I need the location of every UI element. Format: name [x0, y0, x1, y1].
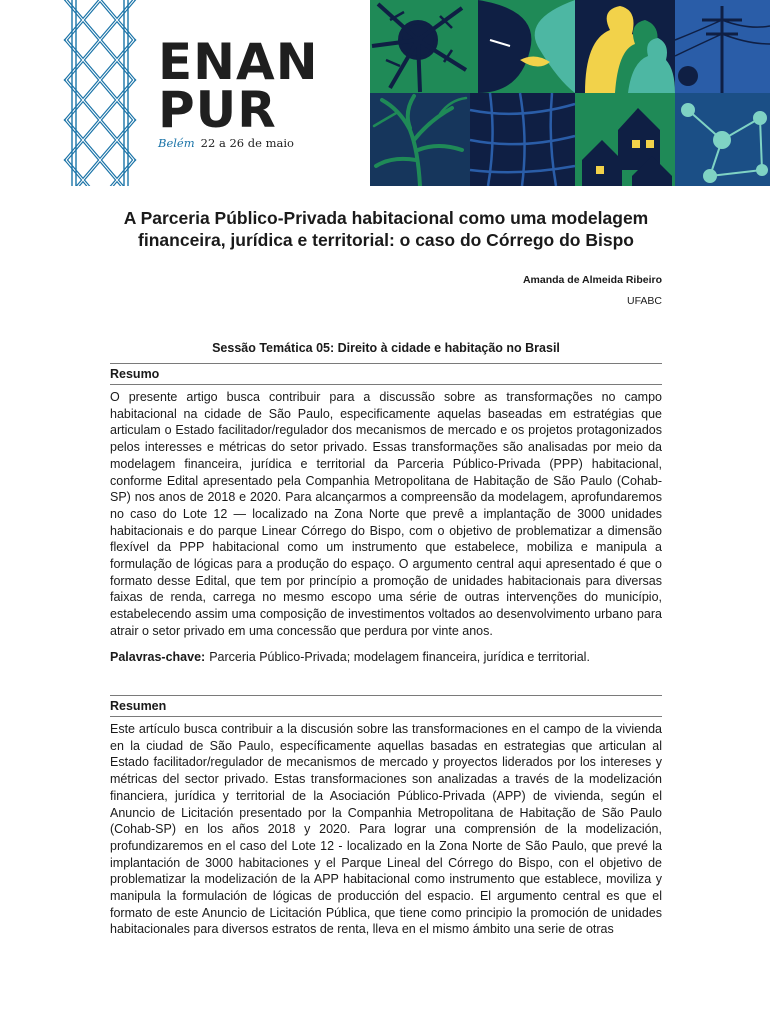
divider: [110, 363, 662, 364]
banner-illustration: [370, 0, 770, 186]
article-title: A Parceria Público-Privada habitacional como uma modelagem financeira, jurídica e territorial: o caso do Córrego do Bispo: [123, 208, 649, 250]
brand-wordmark: [158, 33, 319, 150]
keywords-text: Parceria Público-Privada; modelagem financeira, jurídica e territorial.: [209, 650, 590, 664]
session-title: Sessão Temática 05: Direito à cidade e habitação no Brasil: [212, 341, 560, 355]
keywords-label: Palavras-chave:: [110, 650, 206, 664]
brand-line-1: ENAN: [158, 33, 319, 91]
author-name: Amanda de Almeida Ribeiro: [522, 274, 662, 286]
resumen-heading: Resumen: [110, 699, 167, 713]
event-dates: 22 a 26 de maio: [200, 136, 294, 150]
conference-banner: [0, 0, 770, 186]
divider: [110, 716, 662, 717]
lattice-logo-icon: [62, 0, 138, 186]
author-affiliation: UFABC: [626, 295, 662, 307]
divider: [110, 384, 662, 385]
event-location-dates: [158, 136, 294, 150]
brand-line-2: PUR: [158, 81, 277, 139]
resumen-body: Este artículo busca contribuir a la discusión sobre las transformaciones en el campo de la vivienda en la ciudad de São Paulo, específicamente aquellas basadas en estrategias que articulan al Estado facilitador/regulador de mecanismos de mercado y proyectos liderados por los intereses y métricas del sector privado. Estas transformaciones son analizadas a través de la modelización financiera, jurídica y territorial de la Asociación Público-Privada (APP) de vivienda, según el Anuncio de Licitación presentado por la Companhia Metropolitana de Habitação de São Paulo (Cohab-SP) en los años 2018 y 2020. Para lograr una comprensión de la modelización, profundizaremos en el caso del Lote 12 - localizado en la Zona Norte de São Paulo, que prevé la implantación de 3000 habitaciones y el Parque Lineal del Córrego do Bispo, con el objetivo de problematizar la modelización de la APP habitacional como instrumento que establece, moviliza y manipula la formulación de lógicas de producción del espacio. El argumento central es que el formato de este Anuncio de Licitación Pública, que tiene como principio la promoción de unidades habitacionales para diversos estratos de renta, lleva en el mismo ámbito una serie de otras: [110, 722, 662, 937]
resumo-heading: Resumo: [110, 367, 160, 381]
resumo-body: O presente artigo busca contribuir para a discussão sobre as transformações no campo habitacional na cidade de São Paulo, especificamente aquelas baseadas em estratégias que articulam o Estado facilitador/regulador dos mecanismos de mercado e os projetos protagonizados pelos interesses e métricas do setor privado. Essas transformações são analisadas por meio da modelagem financeira, jurídica e territorial da Parceria Público-Privada (PPP) habitacional, conforme Edital apresentado pela Companhia Metropolitana de Habitação de São Paulo (Cohab-SP) nos anos de 2018 e 2020. Para alcançarmos a compreensão da modelagem, aprofundaremos no caso do Lote 12 — localizado na Zona Norte que prevê a implantação de 3000 unidades habitacionais e do parque Linear Córrego do Bispo, com o objetivo de problematizar a dimensão flexível da PPP habitacional como um instrumento que estabelece, mobiliza e manipula a formulação de lógicas para a produção do espaço. O argumento central aqui apresentado é que o formato desse Edital, que tem por princípio a promoção de unidades habitacionais para diversas faixas de renda, carrega no mesmo escopo uma série de outras intervenções do município, estabelecendo assim uma composição de investimentos voltados ao desenvolvimento urbano para atrair o setor privado em uma concessão que perdura por vinte anos.: [110, 390, 662, 638]
keywords: [110, 650, 662, 664]
divider: [110, 695, 662, 696]
event-city: Belém: [158, 136, 195, 150]
